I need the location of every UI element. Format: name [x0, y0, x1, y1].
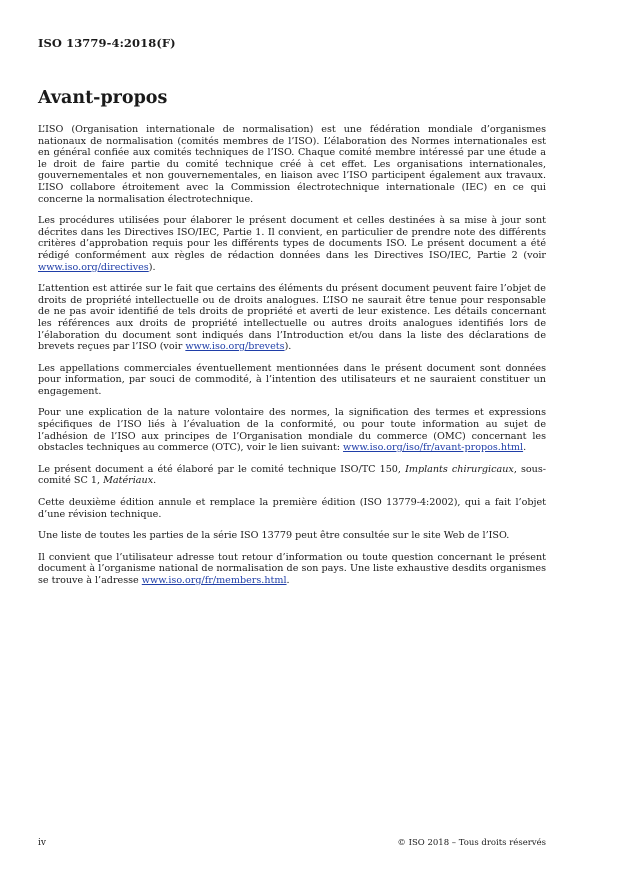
foreword-body: [38, 124, 546, 597]
text-run: .: [153, 475, 157, 487]
text-run: L’ISO (Organisation internationale de normalisation) est une fédération mondiale d’organismes nationaux de normalisation (comités membres de l’ISO). L’élaboration des Normes internationales est en général confiée aux comités techniques de l’ISO. Chaque comité membre intéressé par une étude a le droit de faire partie du comité technique créé à cet effet. Les organisations internationales, gouvernementales et non gouvernementales, en liaison avec l’ISO participent également aux travaux. L’ISO collabore étroitement avec la Commission électrotechnique internationale (IEC) en ce qui concerne la normalisation électrotechnique.: [38, 124, 546, 205]
text-run: Les appellations commerciales éventuellement mentionnées dans le présent document sont données pour information, par souci de commodité, à l’intention des utilisateurs et ne sauraient constituer un engagement.: [38, 362, 546, 397]
text-run: .: [286, 575, 290, 586]
hyperlink[interactable]: www.iso.org/brevets: [185, 341, 285, 353]
text-run: Cette deuxième édition annule et remplace la première édition (ISO 13779-4:2002), qui a fait l’objet d’une révision technique.: [38, 497, 546, 520]
page-number: iv: [38, 838, 46, 848]
emphasis-text: Implants chirurgicaux: [405, 463, 514, 475]
paragraph: [38, 552, 546, 587]
paragraph: [38, 464, 546, 487]
text-run: L’attention est attirée sur le fait que certains des éléments du présent document peuvent faire l’objet de droits de propriété intellectuelle ou de droits analogues. L’ISO ne saurait être tenue pour responsable de ne pas avoir identifié de tels droits de propriété et averti de leur existence. Les détails concernant les références aux droits de propriété intellectuelle ou autres droits analogues identifiés lors de l’élaboration du document sont indiqués dans l’Introduction et/ou dans la liste des déclarations de brevets reçues par l’ISO (voir: [38, 283, 546, 353]
page-title: Avant-propos: [38, 88, 168, 108]
paragraph: [38, 497, 546, 520]
paragraph: [38, 215, 546, 273]
text-run: , sous-comité SC 1,: [38, 463, 547, 487]
paragraph: [38, 407, 546, 453]
text-run: Pour une explication de la nature volontaire des normes, la signification des termes et expressions spécifiques de l’ISO liés à l’évaluation de la conformité, ou pour toute information au sujet de l’adhésion de l’ISO aux principes de l’Organisation mondiale du commerce (OMC) concernant les obstacles techniques au commerce (OTC), voir le lien suivant:: [38, 407, 546, 454]
text-run: Il convient que l’utilisateur adresse tout retour d’information ou toute question concernant le présent document à l’organisme national de normalisation de son pays. Une liste exhaustive desdits organismes se trouve à l’adresse: [38, 551, 546, 586]
text-run: ).: [148, 261, 156, 273]
hyperlink[interactable]: www.iso.org/directives: [38, 261, 149, 273]
paragraph: [38, 363, 546, 398]
hyperlink[interactable]: www.iso.org/iso/fr/avant-propos.html: [343, 442, 524, 454]
text-run: Les procédures utilisées pour élaborer le présent document et celles destinées à sa mise à jour sont décrites dans les Directives ISO/IEC, Partie 1. Il convient, en particulier de prendre note des différents critères d’approbation requis pour les différents types de documents ISO. Le présent document a été rédigé conformément aux règles de rédaction données dans les Directives ISO/IEC, Partie 2 (voir: [38, 215, 546, 261]
text-run: Le présent document a été élaboré par le comité technique ISO/TC 150,: [38, 463, 406, 475]
text-run: .: [523, 442, 527, 454]
paragraph: [38, 124, 546, 205]
paragraph: [38, 530, 546, 542]
document-id: ISO 13779-4:2018(F): [38, 36, 176, 50]
text-run: Une liste de toutes les parties de la série ISO 13779 peut être consultée sur le site Web de l’ISO.: [38, 530, 510, 542]
paragraph: [38, 283, 546, 353]
emphasis-text: Matériaux: [103, 475, 154, 487]
copyright-notice: © ISO 2018 – Tous droits réservés: [397, 838, 546, 848]
hyperlink[interactable]: www.iso.org/fr/members.html: [141, 575, 287, 586]
text-run: ).: [284, 341, 292, 353]
